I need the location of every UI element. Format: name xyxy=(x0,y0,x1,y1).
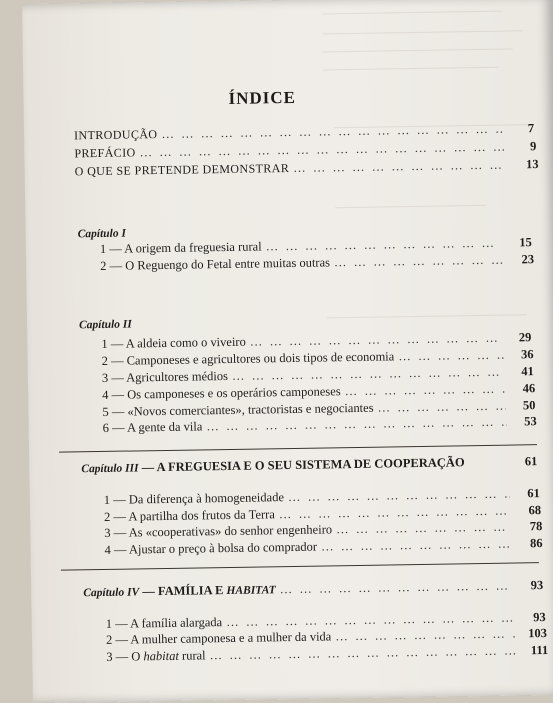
toc-entry-label: 2 — A mulher camponesa e a mulher da vida xyxy=(105,629,332,647)
toc-entry-label: 1 — A família alargada xyxy=(105,615,223,631)
toc-entry-page: 29 xyxy=(518,330,532,345)
leader-dots xyxy=(250,331,502,350)
toc-entry-page: 23 xyxy=(521,252,535,267)
leader-dots xyxy=(377,399,505,416)
toc-entry-label: 4 — Ajustar o preço à bolsa do comprador xyxy=(104,539,318,557)
toc-entry-label: 1 — A origem da freguesia rural xyxy=(99,239,262,256)
toc-entry-label: INTRODUÇÃO xyxy=(73,127,158,143)
toc-entry-label: 2 — O Reguengo do Fetal entre muitas outras xyxy=(100,255,331,273)
leader-dots xyxy=(334,253,504,271)
toc-entry-label: 3 — Agricultores médios xyxy=(101,368,229,385)
toc-entry-label: 2 — A partilha dos frutos da Terra xyxy=(103,507,275,524)
toc-entry-page: 36 xyxy=(520,347,534,362)
chapter-heading-label xyxy=(83,582,276,600)
chapter-heading xyxy=(83,578,543,601)
chapter-number: Capítulo III xyxy=(81,462,139,476)
toc-entry-label xyxy=(106,648,206,665)
leader-dots xyxy=(161,122,504,142)
chapter-heading: Capítulo I xyxy=(77,227,127,241)
toc-entry-page: 9 xyxy=(529,139,537,154)
chapter-page: 93 xyxy=(530,578,544,593)
leader-dots xyxy=(335,626,517,644)
toc-entry-page: 46 xyxy=(522,381,536,396)
leader-dots xyxy=(321,537,513,555)
toc-entry-label: 3 — As «cooperativas» do senhor engenheiro xyxy=(104,522,333,540)
toc-entry-page: 15 xyxy=(519,235,532,250)
toc-entry-page: 111 xyxy=(530,642,549,658)
toc-entry-page: 86 xyxy=(529,536,543,551)
leader-dots xyxy=(345,382,506,400)
leader-dots xyxy=(288,487,510,505)
chapter-heading xyxy=(81,454,537,477)
toc-entry-label: 2 — Camponeses e agricultores ou dois tipos de economia xyxy=(101,349,395,368)
leader-dots xyxy=(293,158,509,176)
leader-dots xyxy=(232,365,504,384)
toc-entry-page: 61 xyxy=(527,486,540,501)
chapter-number: Capítulo IV xyxy=(83,586,140,600)
toc-entry-page: 103 xyxy=(528,626,548,641)
chapter-title: — FAMÍLIA E xyxy=(142,583,224,599)
toc-entry-page: 13 xyxy=(525,157,539,172)
toc-entry-label: 5 — «Novos comerciantes», tractoristas e negociantes xyxy=(102,400,374,419)
leader-dots xyxy=(336,520,512,538)
toc-entry-label: 6 — A gente da vila xyxy=(102,419,203,435)
toc-entry-label: 4 — Os camponeses e os operários camponeses xyxy=(102,384,341,402)
toc-entry-page: 7 xyxy=(527,121,535,136)
toc-entry-label-suffix: rural xyxy=(181,648,206,663)
section-rule xyxy=(59,444,537,453)
section-rule xyxy=(61,562,539,571)
toc-entry-page: 68 xyxy=(528,503,542,518)
toc-entry-page: 78 xyxy=(529,519,543,534)
chapter-heading-label xyxy=(81,455,465,476)
toc-entry-page: 50 xyxy=(522,398,536,413)
chapter-page: 61 xyxy=(524,454,538,469)
toc-entry-label: 1 — A aldeia como o viveiro xyxy=(101,334,246,351)
toc-entry-label: O QUE SE PRETENDE DEMONSTRAR xyxy=(74,160,290,179)
leader-dots xyxy=(398,348,504,365)
chapter-title: — A FREGUESIA E O SEU SISTEMA DE COOPERAÇÃO xyxy=(141,455,465,475)
toc-entry-page: 53 xyxy=(524,414,537,429)
leader-dots xyxy=(280,579,514,598)
toc-entry-page: 93 xyxy=(533,610,546,625)
leader-dots xyxy=(266,236,502,255)
toc-entry-label-italic: habitat xyxy=(143,648,179,664)
toc-entry-label-prefix: 3 — O xyxy=(106,649,141,664)
toc-entry-label: PREFÁCIO xyxy=(74,145,136,161)
book-page xyxy=(22,0,553,703)
chapter-title-italic: HABITAT xyxy=(226,584,276,598)
toc-entry-page: 41 xyxy=(521,364,534,379)
chapter-heading: Capítulo II xyxy=(78,318,132,332)
page-title: ÍNDICE xyxy=(228,87,297,108)
leader-dots xyxy=(139,140,506,161)
toc-entry-label: 1 — Da diferença à homogeneidade xyxy=(103,490,285,507)
